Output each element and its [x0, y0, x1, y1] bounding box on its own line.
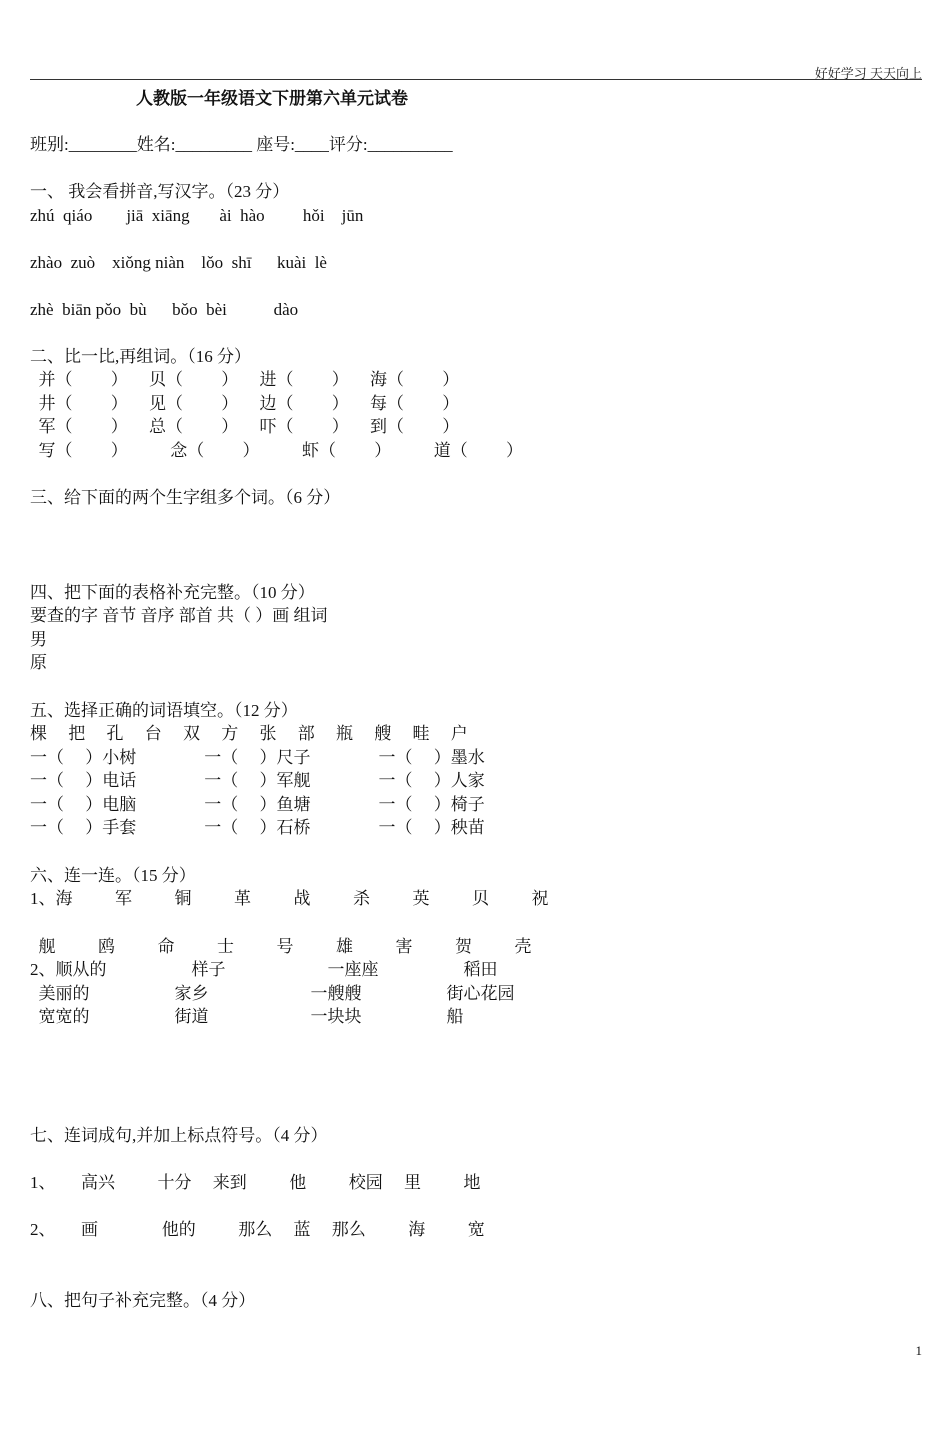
compare-row: 写（ ） 念（ ） 虾（ ） 道（ ）	[30, 441, 523, 460]
pinyin-row: zhú qiáo jiā xiāng ài hào hǒi jūn	[30, 206, 364, 225]
compare-row: 军（ ） 总（ ） 吓（ ） 到（ ）	[30, 417, 460, 436]
fill-blank-row: 一（ ）手套 一（ ）石桥 一（ ）秧苗	[30, 818, 485, 837]
match-row: 舰 鸥 命 士 号 雄 害 贺 壳	[30, 937, 532, 956]
compare-row: 并（ ） 贝（ ） 进（ ） 海（ ）	[30, 370, 460, 389]
match-row: 2、顺从的 样子 一座座 稻田	[30, 960, 498, 979]
match-row: 1、海 军 铜 革 战 杀 英 贝 祝	[30, 889, 549, 908]
match-row: 宽宽的 街道 一块块 船	[30, 1007, 464, 1026]
table-header-row: 要查的字 音节 音序 部首 共（ ）画 组词	[30, 606, 328, 625]
measure-word-bank: 棵 把 孔 台 双 方 张 部 瓶 艘 畦 户	[30, 724, 468, 743]
header-divider	[30, 79, 922, 80]
sentence-row: 2、 画 他的 那么 蓝 那么 海 宽	[30, 1220, 485, 1239]
table-row: 男	[30, 630, 47, 649]
pinyin-row: zhè biān pǒo bù bǒo bèi dào	[30, 300, 299, 319]
fill-blank-row: 一（ ）电脑 一（ ）鱼塘 一（ ）椅子	[30, 795, 485, 814]
section-6-heading: 六、连一连。（15 分）	[30, 866, 196, 885]
section-3-heading: 三、给下面的两个生字组多个词。（6 分）	[30, 488, 341, 507]
sentence-row: 1、 高兴 十分 来到 他 校园 里 地	[30, 1173, 481, 1192]
section-5-heading: 五、选择正确的词语填空。（12 分）	[30, 701, 298, 720]
page-title: 人教版一年级语文下册第六单元试卷	[136, 89, 408, 108]
header-slogan: 好好学习 天天向上	[814, 66, 922, 81]
section-2-heading: 二、比一比,再组词。（16 分）	[30, 347, 251, 366]
compare-row: 井（ ） 见（ ） 边（ ） 每（ ）	[30, 394, 460, 413]
table-row: 原	[30, 653, 47, 672]
fill-blank-row: 一（ ）小树 一（ ）尺子 一（ ）墨水	[30, 748, 485, 767]
fill-blank-row: 一（ ）电话 一（ ）军舰 一（ ）人家	[30, 771, 485, 790]
section-4-heading: 四、把下面的表格补充完整。（10 分）	[30, 583, 315, 602]
section-7-heading: 七、连词成句,并加上标点符号。（4 分）	[30, 1126, 328, 1145]
page-number: 1	[915, 1343, 922, 1358]
student-info-line: 班别:________姓名:_________ 座号:____评分:__________	[30, 135, 453, 154]
match-row: 美丽的 家乡 一艘艘 街心花园	[30, 984, 515, 1003]
section-1-heading: 一、 我会看拼音,写汉字。（23 分）	[30, 182, 290, 201]
section-8-heading: 八、把句子补充完整。（4 分）	[30, 1291, 256, 1310]
pinyin-row: zhào zuò xiǒng niàn lǒo shī kuài lè	[30, 253, 327, 272]
